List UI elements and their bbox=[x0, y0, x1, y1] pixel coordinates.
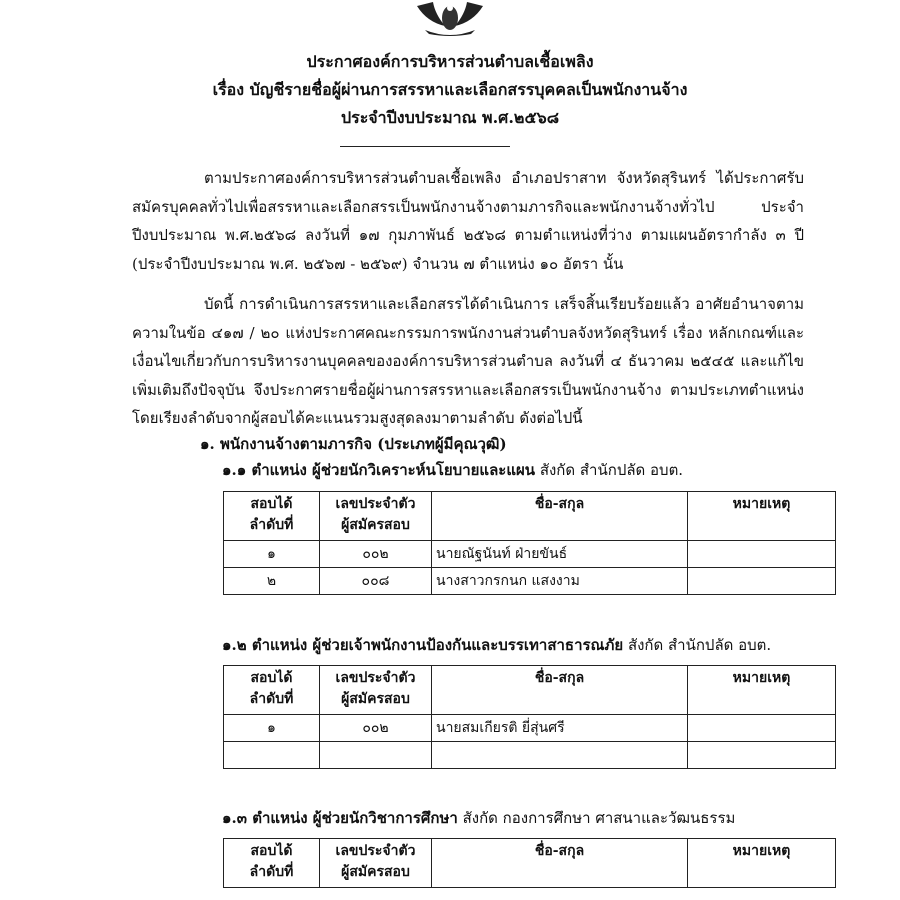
table-header-row bbox=[224, 492, 836, 541]
page-title: ประกาศองค์การบริหารส่วนตำบลเชื้อเพลิง bbox=[306, 52, 594, 71]
name-cell: นางสาวกรกนก แสงงาม bbox=[432, 568, 688, 595]
title-divider bbox=[340, 146, 510, 147]
column-header-name: ชื่อ-สกุล bbox=[432, 492, 688, 541]
paragraph-announcement: ตามประกาศองค์การบริหารส่วนตำบลเชื้อเพลิง อำเภอปราสาท จังหวัดสุรินทร์ ได้ประกาศรับสมัครบุคคลทั่วไปเพื่อสรรหาและเลือกสรรเป็นพนักงานจ้างตามภารกิจและพนักงานจ้างทั่วไป ประจำปีงบประมาณ พ.ศ.๒๕๖๘ ลงวันที่ ๑๗ กุมภาพันธ์ ๒๕๖๘ ตามตำแหน่งที่ว่าง ตามแผนอัตรากำลัง ๓ ปี (ประจำปีงบประมาณ พ.ศ. ๒๕๖๗ - ๒๕๖๙) จำนวน ๗ ตำแหน่ง ๑๐ อัตรา นั้น bbox=[132, 169, 804, 273]
rank-cell: ๑ bbox=[224, 541, 320, 568]
name-cell: นายณัฐนันท์ ฝ่ายขันธ์ bbox=[432, 541, 688, 568]
remark-cell bbox=[688, 742, 836, 769]
garuda-emblem-icon bbox=[405, 0, 495, 36]
applicant-id-cell: ๐๐๒ bbox=[320, 541, 432, 568]
table-row bbox=[224, 715, 836, 742]
column-header-rank: สอบได้ ลำดับที่ bbox=[224, 492, 320, 541]
column-header-remark: หมายเหตุ bbox=[688, 492, 836, 541]
rank-cell: ๑ bbox=[224, 715, 320, 742]
position-heading-1-2: ๑.๒ ตำแหน่ง ผู้ช่วยเจ้าพนักงานป้องกันและบรรเทาสาธารณภัย สังกัด สำนักปลัด อบต. bbox=[222, 636, 772, 654]
table-header-row bbox=[224, 666, 836, 715]
column-header-name: ชื่อ-สกุล bbox=[432, 839, 688, 888]
position-heading-1-3: ๑.๓ ตำแหน่ง ผู้ช่วยนักวิชาการศึกษา สังกัด กองการศึกษา ศาสนาและวัฒนธรรม bbox=[222, 809, 736, 827]
column-header-remark: หมายเหตุ bbox=[688, 839, 836, 888]
column-header-applicant-id: เลขประจำตัว ผู้สมัครสอบ bbox=[320, 492, 432, 541]
column-header-applicant-id: เลขประจำตัว ผู้สมัครสอบ bbox=[320, 839, 432, 888]
column-header-applicant-id: เลขประจำตัว ผู้สมัครสอบ bbox=[320, 666, 432, 715]
remark-cell bbox=[688, 541, 836, 568]
table-header-row bbox=[224, 839, 836, 888]
column-header-name: ชื่อ-สกุล bbox=[432, 666, 688, 715]
applicant-id-cell bbox=[320, 742, 432, 769]
applicant-id-cell: ๐๐๒ bbox=[320, 715, 432, 742]
table-row bbox=[224, 568, 836, 595]
column-header-remark: หมายเหตุ bbox=[688, 666, 836, 715]
column-header-rank: สอบได้ ลำดับที่ bbox=[224, 839, 320, 888]
table-row bbox=[224, 541, 836, 568]
fiscal-year-line: ประจำปีงบประมาณ พ.ศ.๒๕๖๘ bbox=[340, 108, 560, 127]
table-row bbox=[224, 742, 836, 769]
rank-cell: ๒ bbox=[224, 568, 320, 595]
results-table-1-1 bbox=[223, 491, 836, 595]
name-cell: นายสมเกียรติ ยี่สุ่นศรี bbox=[432, 715, 688, 742]
column-header-rank: สอบได้ ลำดับที่ bbox=[224, 666, 320, 715]
subject-line: เรื่อง บัญชีรายชื่อผู้ผ่านการสรรหาและเลือกสรรบุคคลเป็นพนักงานจ้าง bbox=[212, 80, 688, 99]
paragraph-result: บัดนี้ การดำเนินการสรรหาและเลือกสรรได้ดำเนินการ เสร็จสิ้นเรียบร้อยแล้ว อาศัยอำนาจตามความในข้อ ๔๑๗ / ๒๐ แห่งประกาศคณะกรรมการพนักงานส่วนตำบลจังหวัดสุรินทร์ เรื่อง หลักเกณฑ์และเงื่อนไขเกี่ยวกับการบริหารงานบุคคลขององค์การบริหารส่วนตำบล ลงวันที่ ๔ ธันวาคม ๒๕๔๕ และแก้ไขเพิ่มเติมถึงปัจจุบัน จึงประกาศรายชื่อผู้ผ่านการสรรหาและเลือกสรรเป็นพนักงานจ้าง ตามประเภทตำแหน่ง โดยเรียงลำดับจากผู้สอบได้คะแนนรวมสูงสุดลงมาตามลำดับ ดังต่อไปนี้ bbox=[132, 295, 804, 427]
position-heading-1-1: ๑.๑ ตำแหน่ง ผู้ช่วยนักวิเคราะห์นโยบายและแผน สังกัด สำนักปลัด อบต. bbox=[222, 461, 684, 479]
applicant-id-cell: ๐๐๘ bbox=[320, 568, 432, 595]
results-table-1-3 bbox=[223, 838, 836, 888]
rank-cell bbox=[224, 742, 320, 769]
results-table-1-2 bbox=[223, 665, 836, 769]
remark-cell bbox=[688, 568, 836, 595]
remark-cell bbox=[688, 715, 836, 742]
section-heading: ๑. พนักงานจ้างตามภารกิจ (ประเภทผู้มีคุณวุฒิ) bbox=[200, 435, 507, 453]
name-cell bbox=[432, 742, 688, 769]
